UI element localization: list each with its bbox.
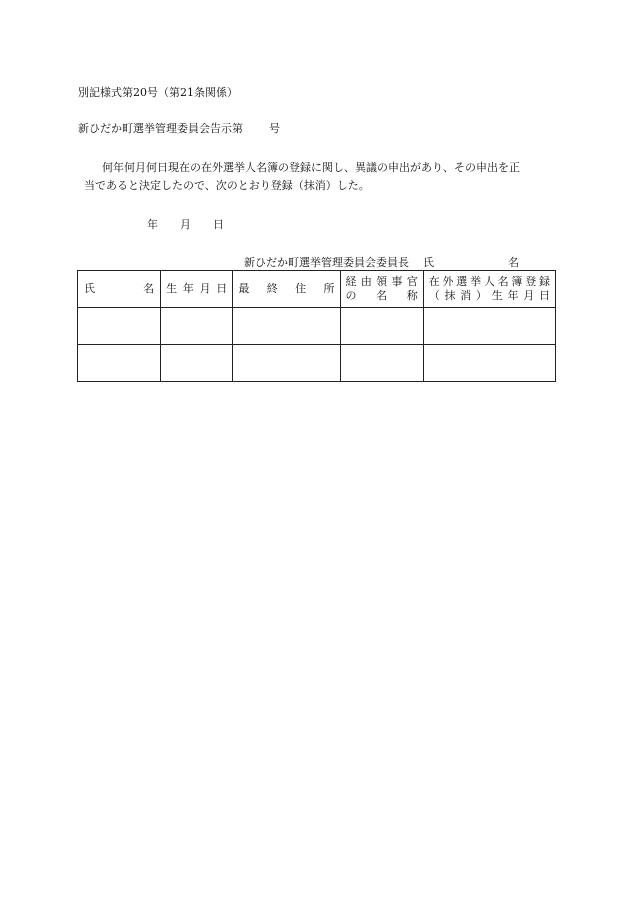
table-row (78, 345, 556, 382)
header-last-address (233, 271, 340, 308)
table-cell-birthdate (161, 345, 233, 382)
header-registration-line-1: 在外選挙人名簿登録 (428, 275, 550, 288)
table-cell-registration (423, 345, 555, 382)
body-text-line-2: 当であると決定したので、次のとおり登録（抹消）した。 (84, 179, 370, 192)
table-header-row (78, 271, 556, 308)
chair-signature-line (244, 256, 519, 270)
table-cell-last-address (233, 345, 340, 382)
header-birthdate-text: 生年月日 (166, 282, 228, 295)
header-name-2: 名 (143, 282, 155, 295)
registration-table (77, 270, 556, 382)
chair-title: 新ひだか町選挙管理委員会委員長 (244, 256, 409, 269)
date-month: 月 (180, 218, 191, 231)
table-cell-last-address (233, 308, 340, 345)
table-cell-name (78, 345, 161, 382)
header-consul (340, 271, 423, 308)
table-cell-registration (423, 308, 555, 345)
header-name-1: 氏 (84, 282, 95, 295)
date-line (147, 218, 224, 232)
table-cell-consul (340, 308, 423, 345)
body-text-line-1: 何年何月何日現在の在外選挙人名簿の登録に関し、異議の申出があり、その申出を正 (102, 161, 520, 174)
header-birthdate (161, 271, 233, 308)
date-year: 年 (147, 218, 158, 231)
table-cell-consul (340, 345, 423, 382)
notice-number-suffix: 号 (269, 122, 280, 135)
header-consul-line-2: の名称 (345, 289, 418, 302)
notice-title-text: 新ひだか町選挙管理委員会告示第 (78, 122, 243, 135)
header-consul-line-1: 経由領事官 (345, 275, 418, 288)
form-label: 別記様式第20号（第21条関係） (78, 86, 238, 99)
date-day: 日 (213, 218, 224, 231)
chair-name-label-2: 名 (508, 256, 519, 269)
header-registration (423, 271, 555, 308)
header-name (78, 271, 161, 308)
table-cell-name (78, 308, 161, 345)
notice-title (78, 122, 280, 136)
table-cell-birthdate (161, 308, 233, 345)
chair-name-label-1: 氏 (423, 256, 434, 269)
table-row (78, 308, 556, 345)
header-registration-line-2: （抹消）生年月日 (428, 289, 550, 302)
header-last-address-text: 最終住所 (238, 282, 335, 295)
